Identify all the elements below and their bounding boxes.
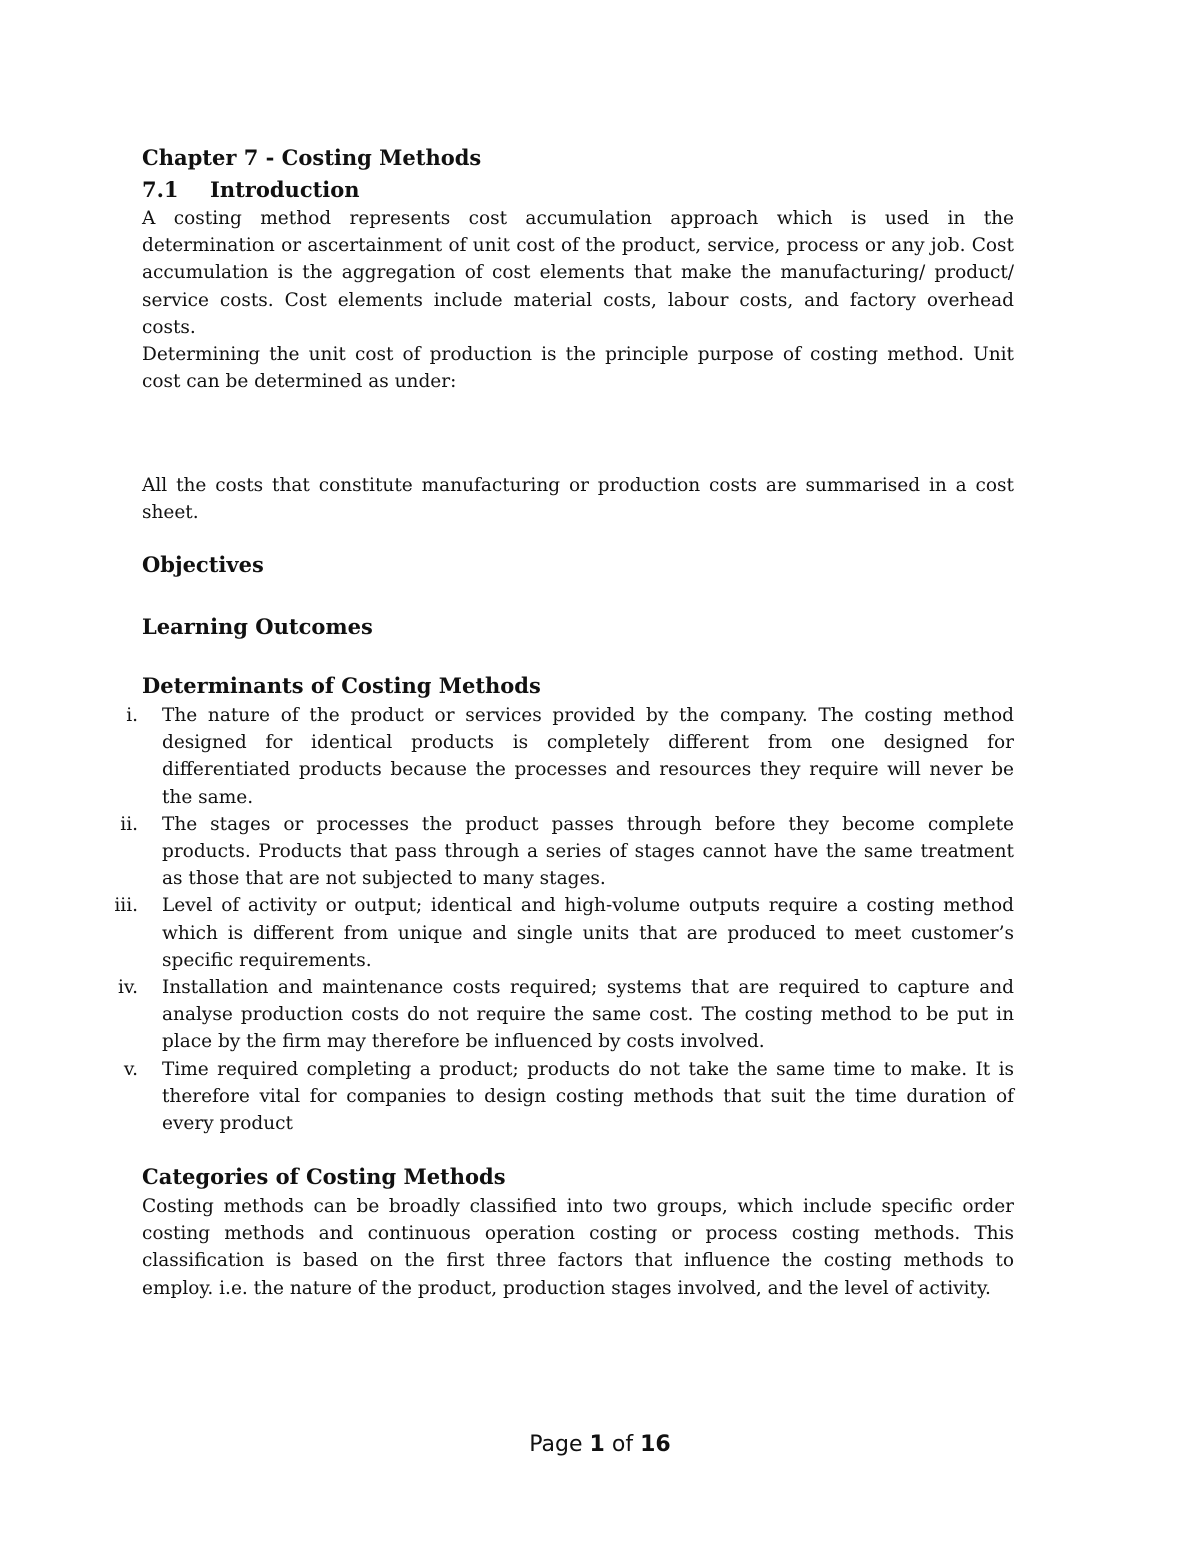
list-item	[120, 811, 1014, 893]
list-marker: ii.	[120, 813, 138, 835]
list-item-text: The stages or processes the product passes through before they become complete products. Products that pass through a series of stages cannot have the same treatment as those that are not subjected to many stages.	[162, 813, 1014, 890]
list-marker: iv.	[117, 977, 138, 999]
list-item	[126, 702, 1014, 811]
list-marker: i.	[126, 705, 138, 726]
list-item-text: Time required completing a product; products do not take the same time to make. It is therefore vital for companies to design costing methods that suit the time duration of every product	[162, 1058, 1014, 1135]
list-item-text: Level of activity or output; identical and high-volume outputs require a costing method which is different from unique and single units that are produced to meet customer’s specific requirements.	[162, 895, 1014, 971]
list-item	[123, 1056, 1014, 1138]
list-item	[117, 974, 1014, 1056]
determinants-heading: Determinants of Costing Methods	[142, 673, 541, 698]
categories-heading: Categories of Costing Methods	[142, 1164, 506, 1189]
list-marker: v.	[123, 1058, 138, 1080]
total-pages-number: 16	[640, 1432, 671, 1457]
cost-sheet-paragraph: All the costs that constitute manufacturing or production costs are summarised in a cost sheet.	[142, 475, 1014, 524]
chapter-title: Chapter 7 - Costing Methods	[142, 145, 482, 170]
section-heading-introduction	[142, 176, 360, 204]
section-number: 7.1	[142, 177, 179, 202]
current-page-number: 1	[589, 1432, 605, 1457]
objectives-heading: Objectives	[142, 552, 264, 577]
intro-paragraph: A costing method represents cost accumulation approach which is used in the determination or ascertainment of unit cost of the product, service, process or any job. Cost accumulation is the aggregation of cost elements that make the manufacturing/ product/ service costs. Cost elements include material costs, labour costs, and factory overhead costs.	[142, 208, 1014, 338]
list-item-text: Installation and maintenance costs required; systems that are required to capture and analyse production costs do not require the same cost. The costing method to be put in place by the firm may therefore be influenced by costs involved.	[162, 977, 1014, 1053]
learning-outcomes-heading: Learning Outcomes	[142, 614, 373, 639]
page-footer	[0, 1430, 1200, 1460]
list-marker: iii.	[114, 895, 138, 917]
list-item-text: The nature of the product or services provided by the company. The costing method designed for identical products is completely different from one designed for differentiated products because the processes and resources they require will never be the same.	[162, 705, 1014, 808]
categories-paragraph: Costing methods can be broadly classified into two groups, which include specific order costing methods and continuous operation costing or process costing methods. This classification is based on the first three factors that influence the costing methods to employ. i.e. the nature of the product, production stages involved, and the level of activity.	[142, 1196, 1014, 1299]
of-word: of	[611, 1432, 634, 1457]
determinants-list	[114, 702, 1014, 1137]
section-title: Introduction	[210, 177, 360, 202]
list-item	[114, 892, 1014, 974]
page-word: Page	[529, 1432, 583, 1457]
unit-cost-paragraph: Determining the unit cost of production is the principle purpose of costing method. Unit cost can be determined as under:	[142, 344, 1014, 393]
